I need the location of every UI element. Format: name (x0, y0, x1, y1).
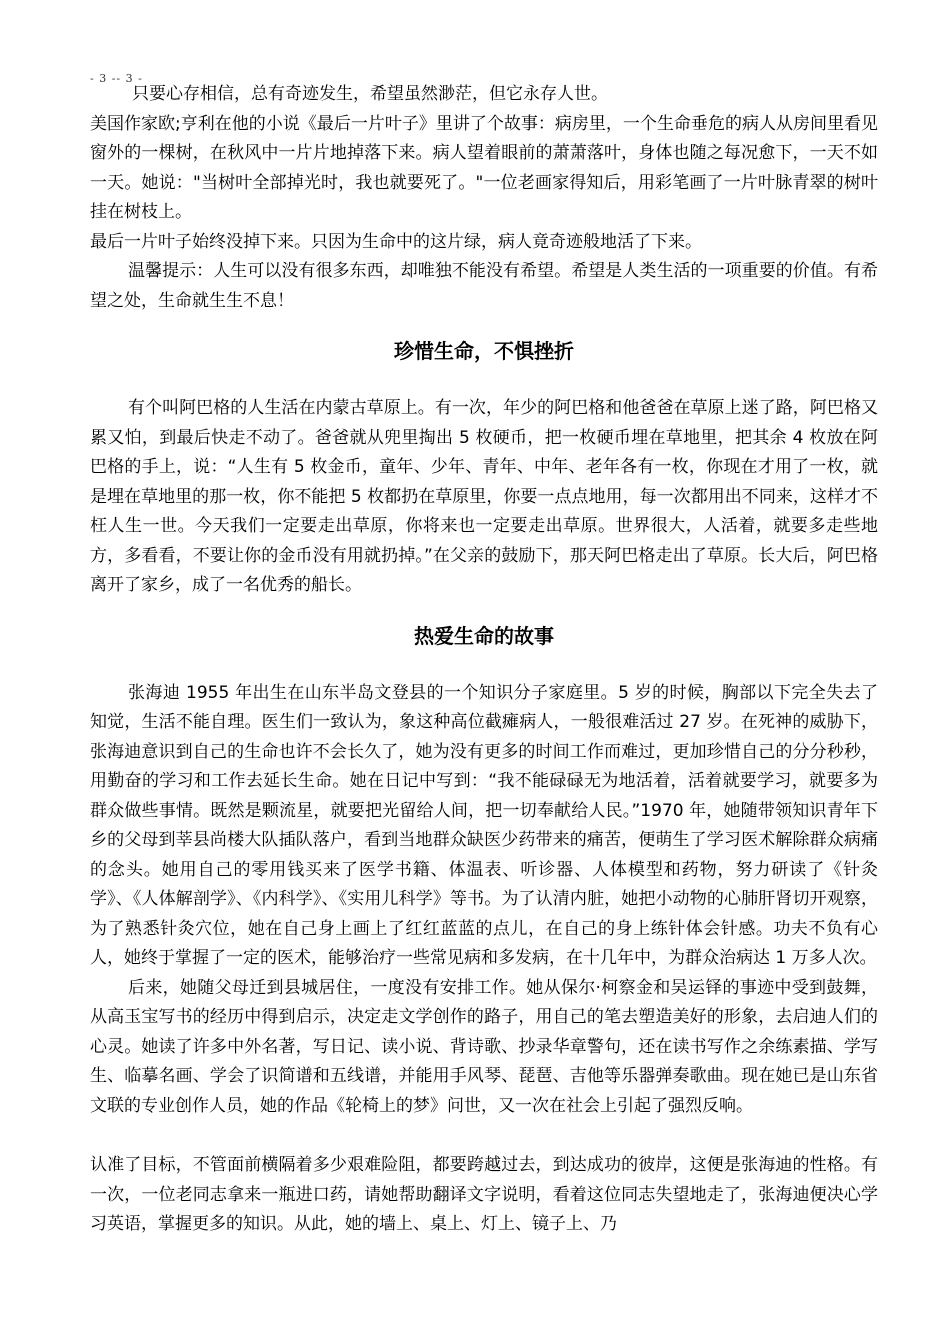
section1-paragraph-1: 有个叫阿巴格的人生活在内蒙古草原上。有一次，年少的阿巴格和他爸爸在草原上迷了路，阿巴格又累又怕，到最后快走不动了。爸爸就从兜里掏出 5 枚硬币，把一枚硬币埋在草地里，把其余 4 枚放在阿巴格的手上，说：“人生有 5 枚金币，童年、少年、青年、中年、老年各有一枚，你现在才用了一枚，就是埋在草地里的那一枚，你不能把 5 枚都扔在草原里，你要一点点地用，每一次都用出不同来，这样才不枉人生一世。今天我们一定要走出草原，你将来也一定要走出草原。世界很大，人活着，就要多走些地方，多看看，不要让你的金币没有用就扔掉。”在父亲的鼓励下，那天阿巴格走出了草原。长大后，阿巴格离开了家乡，成了一名优秀的船长。 (90, 398, 878, 595)
section2-paragraph-3: 认准了目标，不管面前横隔着多少艰难险阻，都要跨越过去，到达成功的彼岸，这便是张海迪的性格。有一次，一位老同志拿来一瓶进口药，请她帮助翻译文字说明，看着这位同志失望地走了，张海迪便决心学习英语，掌握更多的知识。从此，她的墙上、桌上、灯上、镜子上、乃 (90, 1155, 878, 1234)
document-body (90, 80, 878, 1240)
section-title-2: 热爱生命的故事 (414, 623, 554, 648)
intro-paragraph-2: 美国作家欧;亨利在他的小说《最后一片叶子》里讲了个故事：病房里，一个生命垂危的病人从房间里看见窗外的一棵树，在秋风中一片片地掉落下来。病人望着眼前的萧萧落叶，身体也随之每况愈下，一天不如一天。她说："当树叶全部掉光时，我也就要死了。"一位老画家得知后，用彩笔画了一片叶脉青翠的树叶挂在树枝上。 (90, 113, 878, 222)
intro-paragraph-4: 温馨提示：人生可以没有很多东西，却唯独不能没有希望。希望是人类生活的一项重要的价值。有希望之处，生命就生生不息！ (90, 261, 878, 311)
section-title-1: 珍惜生命，不惧挫折 (394, 339, 574, 363)
intro-paragraph-1: 只要心存相信，总有奇迹发生，希望虽然渺茫，但它永存人世。 (132, 84, 608, 104)
section2-paragraph-1: 张海迪 1955 年出生在山东半岛文登县的一个知识分子家庭里。5 岁的时候，胸部以下完全失去了知觉，生活不能自理。医生们一致认为，象这种高位截瘫病人，一般很难活过 27 岁。在死神的威胁下，张海迪意识到自己的生命也许不会长久了，她为没有更多的时间工作而难过，更加珍惜自己的分分秒秒，用勤奋的学习和工作去延长生命。她在日记中写到：“我不能碌碌无为地活着，活着就要学习，就要多为群众做些事情。既然是颗流星，就要把光留给人间，把一切奉献给人民。”1970 年，她随带领知识青年下乡的父母到莘县尚楼大队插队落户，看到当地群众缺医少药带来的痛苦，便萌生了学习医术解除群众病痛的念头。她用自己的零用钱买来了医学书籍、体温表、听诊器、人体模型和药物，努力研读了《针灸学》、《人体解剖学》、《内科学》、《实用儿科学》等书。为了认清内脏，她把小动物的心肺肝肾切开观察，为了熟悉针灸穴位，她在自己身上画上了红红蓝蓝的点儿，在自己的身上练针体会针感。功夫不负有心人，她终于掌握了一定的医术，能够治疗一些常见病和多发病，在十几年中，为群众治病达 1 万多人次。 (90, 682, 878, 968)
intro-paragraph-3: 最后一片叶子始终没掉下来。只因为生命中的这片绿，病人竟奇迹般地活了下来。 (90, 231, 702, 252)
paragraph-gap (90, 1121, 878, 1151)
section2-paragraph-2: 后来，她随父母迁到县城居住，一度没有安排工作。她从保尔·柯察金和吴运铎的事迹中受到鼓舞，从高玉宝写书的经历中得到启示，决定走文学创作的路子，用自己的笔去塑造美好的形象，去启迪人们的心灵。她读了许多中外名著，写日记、读小说、背诗歌、抄录华章警句，还在读书写作之余练素描、学写生、临摹名画、学会了识简谱和五线谱，并能用手风琴、琵琶、吉他等乐器弹奏歌曲。现在她已是山东省文联的专业创作人员，她的作品《轮椅上的梦》问世，又一次在社会上引起了强烈反响。 (90, 977, 878, 1116)
page-number: - 3 -- 3 - (90, 72, 143, 85)
